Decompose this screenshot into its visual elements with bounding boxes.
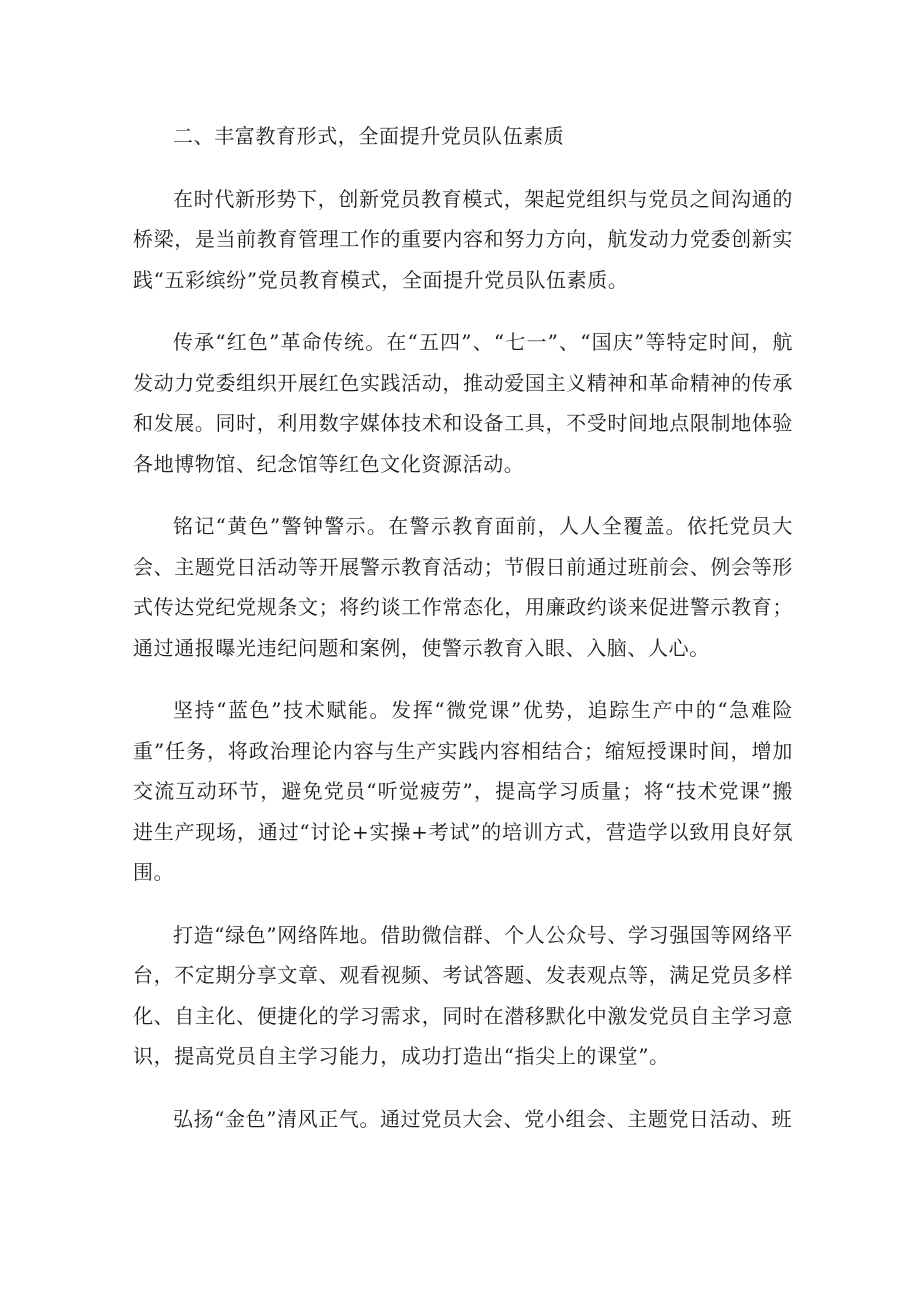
- section-heading: 二、丰富教育形式，全面提升党员队伍素质: [173, 124, 565, 148]
- paragraph-blue: 坚持“蓝色”技术赋能。发挥“微党课”优势，追踪生产中的“急难险重”任务，将政治理论内容与生产实践内容相结合；缩短授课时间，增加交流互动环节，避免党员“听觉疲劳”，提高学习质量；将“技术党课”搬进生产现场，通过“讨论+实操+考试”的培训方式，营造学以致用良好氛围。: [133, 698, 793, 884]
- paragraph-gold: 弘扬“金色”清风正气。通过党员大会、党小组会、主题党日活动、班: [173, 1106, 793, 1131]
- paragraph-yellow: 铭记“黄色”警钟警示。在警示教育面前，人人全覆盖。依托党员大会、主题党日活动等开展警示教育活动；节假日前通过班前会、例会等形式传达党纪党规条文；将约谈工作常态化，用廉政约谈来促进警示教育；通过通报曝光违纪问题和案例，使警示教育入眼、入脑、人心。: [133, 514, 793, 660]
- paragraph-green: 打造“绿色”网络阵地。借助微信群、个人公众号、学习强国等网络平台，不定期分享文章、观看视频、考试答题、发表观点等，满足党员多样化、自主化、便捷化的学习需求，同时在潜移默化中激发党员自主学习意识，提高党员自主学习能力，成功打造出“指尖上的课堂”。: [133, 922, 793, 1068]
- document-body: [133, 116, 793, 1161]
- paragraph-intro: 在时代新形势下，创新党员教育模式，架起党组织与党员之间沟通的桥梁，是当前教育管理工作的重要内容和努力方向，航发动力党委创新实践“五彩缤纷”党员教育模式，全面提升党员队伍素质。: [133, 186, 793, 292]
- paragraph-red: 传承“红色”革命传统。在“五四”、“七一”、“国庆”等特定时间，航发动力党委组织开展红色实践活动，推动爱国主义精神和革命精神的传承和发展。同时，利用数字媒体技术和设备工具，不受时间地点限制地体验各地博物馆、纪念馆等红色文化资源活动。: [133, 330, 793, 476]
